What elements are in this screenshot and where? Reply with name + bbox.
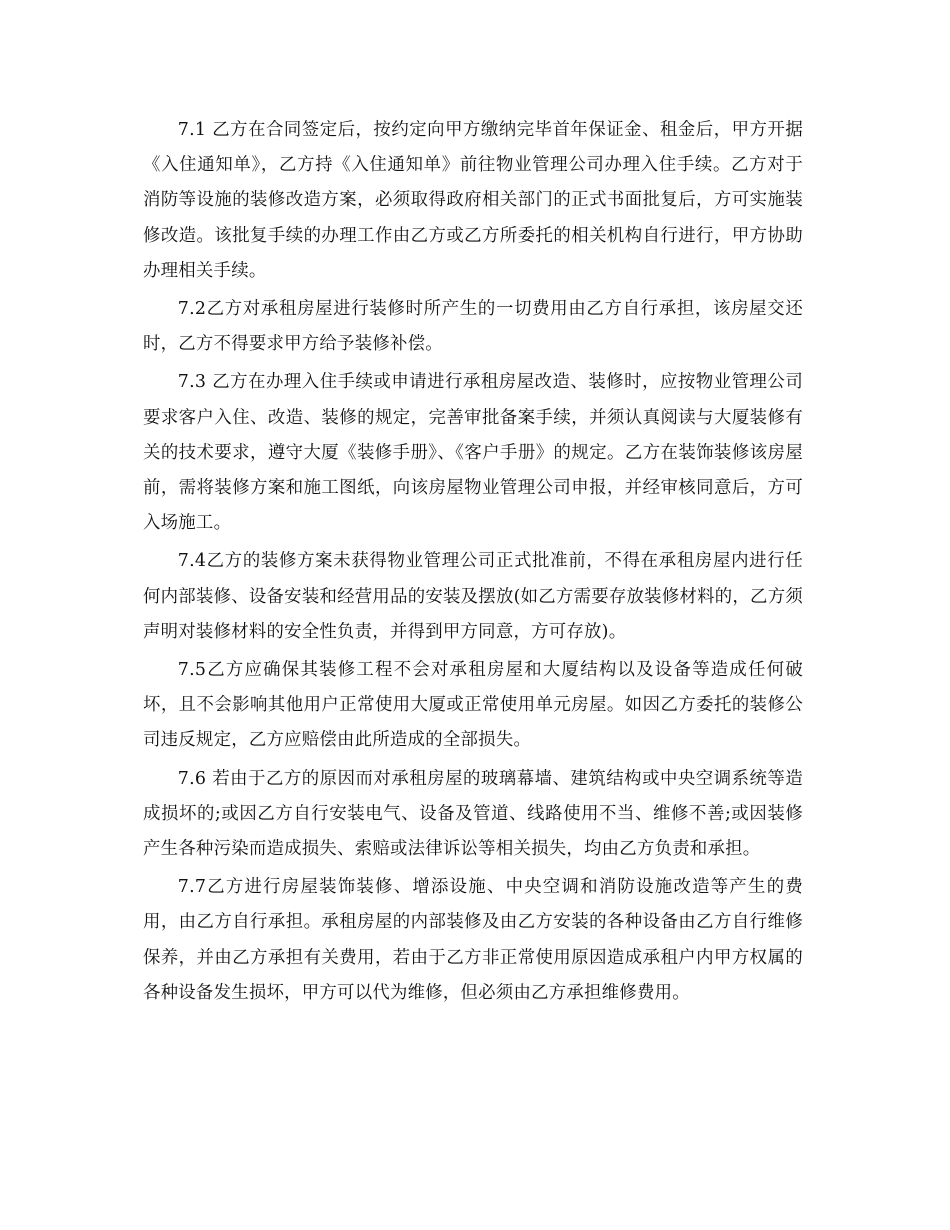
clause-7-1: 7.1 乙方在合同签定后，按约定向甲方缴纳完毕首年保证金、租金后，甲方开据《入住通知单》，乙方持《入住通知单》前往物业管理公司办理入住手续。乙方对于消防等设施的装修改造方案，必须取得政府相关部门的正式书面批复后，方可实施装修改造。该批复手续的办理工作由乙方或乙方所委托的相关机构自行进行，甲方协助办理相关手续。 [143,120,803,281]
clause-7-7: 7.7乙方进行房屋装饰装修、增添设施、中央空调和消防设施改造等产生的费用，由乙方自行承担。承租房屋的内部装修及由乙方安装的各种设备由乙方自行维修保养，并由乙方承担有关费用，若由于乙方非正常使用原因造成承租户内甲方权属的各种设备发生损坏，甲方可以代为维修，但必须由乙方承担维修费用。 [143,877,803,1003]
clause-7-2: 7.2乙方对承租房屋进行装修时所产生的一切费用由乙方自行承担，该房屋交还时，乙方不得要求甲方给予装修补偿。 [143,299,803,355]
clause-7-3: 7.3 乙方在办理入住手续或申请进行承租房屋改造、装修时，应按物业管理公司要求客户入住、改造、装修的规定，完善审批备案手续，并须认真阅读与大厦装修有关的技术要求，遵守大厦《装修手册》、《客户手册》的规定。乙方在装饰装修该房屋前，需将装修方案和施工图纸，向该房屋物业管理公司申报，并经审核同意后，方可入场施工。 [143,372,803,534]
clause-7-4: 7.4乙方的装修方案未获得物业管理公司正式批准前，不得在承租房屋内进行任何内部装修、设备安装和经营用品的安装及摆放(如乙方需要存放装修材料的，乙方须声明对装修材料的安全性负责，并得到甲方同意，方可存放)。 [143,551,803,642]
clause-7-6: 7.6 若由于乙方的原因而对承租房屋的玻璃幕墙、建筑结构或中央空调系统等造成损坏的;或因乙方自行安装电气、设备及管道、线路使用不当、维修不善;或因装修产生各种污染而造成损失、索赔或法律诉讼等相关损失，均由乙方负责和承担。 [143,768,803,860]
clause-7-5: 7.5乙方应确保其装修工程不会对承租房屋和大厦结构以及设备等造成任何破坏，且不会影响其他用户正常使用大厦或正常使用单元房屋。如因乙方委托的装修公司违反规定，乙方应赔偿由此所造成的全部损失。 [143,660,803,751]
document-body [143,113,803,1014]
